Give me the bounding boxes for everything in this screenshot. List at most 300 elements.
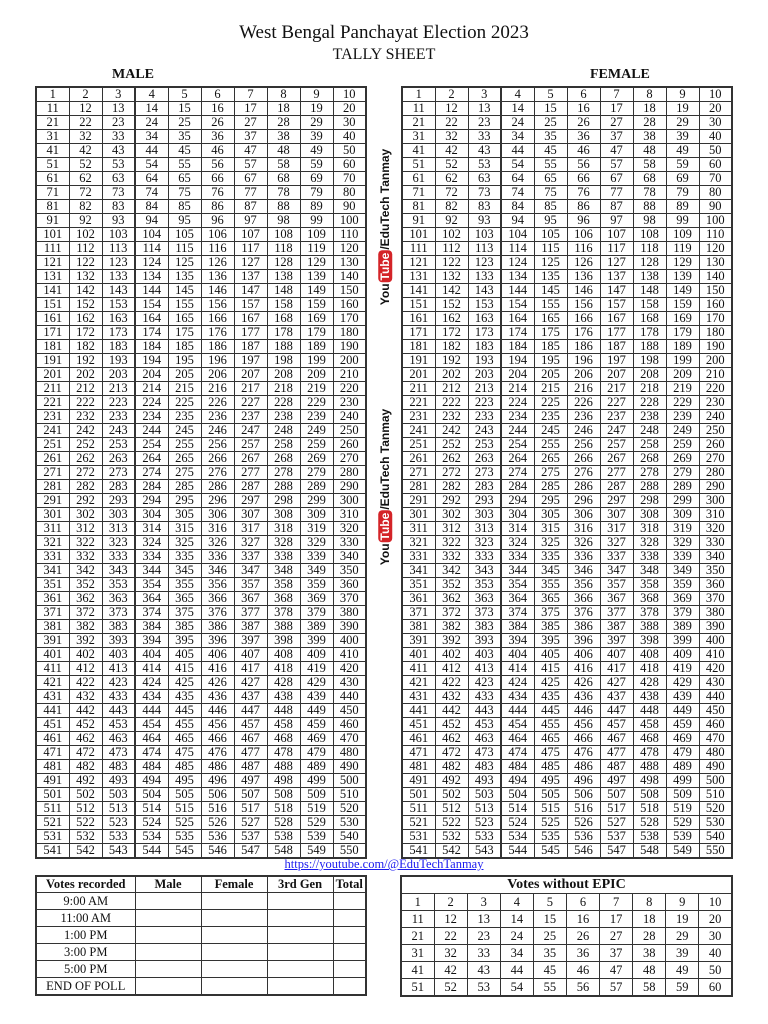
female-tally-cell[interactable]: 63 (468, 172, 501, 186)
female-tally-cell[interactable]: 212 (435, 382, 468, 396)
male-tally-cell[interactable]: 2 (69, 87, 102, 102)
male-tally-cell[interactable]: 60 (333, 158, 366, 172)
female-tally-cell[interactable]: 86 (567, 200, 600, 214)
votes-entry-cell[interactable] (135, 893, 201, 910)
female-tally-cell[interactable]: 51 (402, 158, 435, 172)
male-tally-cell[interactable]: 492 (69, 774, 102, 788)
female-tally-cell[interactable]: 22 (435, 116, 468, 130)
female-tally-cell[interactable]: 103 (468, 228, 501, 242)
female-tally-cell[interactable]: 323 (468, 536, 501, 550)
male-tally-cell[interactable]: 81 (36, 200, 69, 214)
female-tally-cell[interactable]: 317 (600, 522, 633, 536)
female-tally-cell[interactable]: 160 (699, 298, 732, 312)
epic-tally-cell[interactable]: 58 (633, 979, 666, 997)
male-tally-cell[interactable]: 541 (36, 844, 69, 859)
female-tally-cell[interactable]: 443 (468, 704, 501, 718)
female-tally-cell[interactable]: 26 (567, 116, 600, 130)
female-tally-cell[interactable]: 395 (534, 634, 567, 648)
female-tally-cell[interactable]: 113 (468, 242, 501, 256)
female-tally-cell[interactable]: 17 (600, 102, 633, 116)
male-tally-cell[interactable]: 193 (102, 354, 135, 368)
male-tally-cell[interactable]: 336 (201, 550, 234, 564)
male-tally-cell[interactable]: 512 (69, 802, 102, 816)
female-tally-cell[interactable]: 467 (600, 732, 633, 746)
epic-tally-cell[interactable]: 35 (533, 945, 566, 962)
male-tally-cell[interactable]: 268 (267, 452, 300, 466)
male-tally-cell[interactable]: 411 (36, 662, 69, 676)
female-tally-cell[interactable]: 345 (534, 564, 567, 578)
male-tally-cell[interactable]: 490 (333, 760, 366, 774)
female-tally-cell[interactable]: 186 (567, 340, 600, 354)
male-tally-cell[interactable]: 491 (36, 774, 69, 788)
female-tally-cell[interactable]: 357 (600, 578, 633, 592)
female-tally-cell[interactable]: 239 (666, 410, 699, 424)
male-tally-cell[interactable]: 180 (333, 326, 366, 340)
male-tally-cell[interactable]: 177 (234, 326, 267, 340)
male-tally-cell[interactable]: 127 (234, 256, 267, 270)
female-tally-cell[interactable]: 188 (633, 340, 666, 354)
male-tally-cell[interactable]: 483 (102, 760, 135, 774)
male-tally-cell[interactable]: 97 (234, 214, 267, 228)
male-tally-cell[interactable]: 501 (36, 788, 69, 802)
male-tally-cell[interactable]: 348 (267, 564, 300, 578)
male-tally-cell[interactable]: 192 (69, 354, 102, 368)
female-tally-cell[interactable]: 211 (402, 382, 435, 396)
female-tally-cell[interactable]: 462 (435, 732, 468, 746)
female-tally-cell[interactable]: 518 (633, 802, 666, 816)
epic-tally-cell[interactable]: 13 (467, 911, 500, 928)
male-tally-cell[interactable]: 296 (201, 494, 234, 508)
female-tally-cell[interactable]: 248 (633, 424, 666, 438)
male-tally-cell[interactable]: 48 (267, 144, 300, 158)
male-tally-cell[interactable]: 98 (267, 214, 300, 228)
male-tally-cell[interactable]: 440 (333, 690, 366, 704)
male-tally-cell[interactable]: 390 (333, 620, 366, 634)
male-tally-cell[interactable]: 107 (234, 228, 267, 242)
female-tally-cell[interactable]: 453 (468, 718, 501, 732)
female-tally-cell[interactable]: 500 (699, 774, 732, 788)
male-tally-cell[interactable]: 425 (168, 676, 201, 690)
epic-tally-cell[interactable]: 46 (566, 962, 599, 979)
male-tally-cell[interactable]: 185 (168, 340, 201, 354)
female-tally-cell[interactable]: 41 (402, 144, 435, 158)
female-tally-cell[interactable]: 122 (435, 256, 468, 270)
female-tally-cell[interactable]: 142 (435, 284, 468, 298)
female-tally-cell[interactable]: 71 (402, 186, 435, 200)
male-tally-cell[interactable]: 519 (300, 802, 333, 816)
female-tally-cell[interactable]: 114 (501, 242, 534, 256)
female-tally-cell[interactable]: 189 (666, 340, 699, 354)
male-tally-cell[interactable]: 355 (168, 578, 201, 592)
female-tally-cell[interactable]: 493 (468, 774, 501, 788)
female-tally-cell[interactable]: 2 (435, 87, 468, 102)
female-tally-cell[interactable]: 58 (633, 158, 666, 172)
male-tally-cell[interactable]: 391 (36, 634, 69, 648)
female-tally-cell[interactable]: 257 (600, 438, 633, 452)
male-tally-cell[interactable]: 419 (300, 662, 333, 676)
female-tally-cell[interactable]: 475 (534, 746, 567, 760)
female-tally-cell[interactable]: 405 (534, 648, 567, 662)
epic-tally-cell[interactable]: 19 (666, 911, 699, 928)
female-tally-cell[interactable]: 418 (633, 662, 666, 676)
votes-entry-cell[interactable] (333, 978, 366, 996)
male-tally-cell[interactable]: 84 (135, 200, 168, 214)
female-tally-cell[interactable]: 352 (435, 578, 468, 592)
female-tally-cell[interactable]: 497 (600, 774, 633, 788)
female-tally-cell[interactable]: 371 (402, 606, 435, 620)
male-tally-cell[interactable]: 228 (267, 396, 300, 410)
female-tally-cell[interactable]: 200 (699, 354, 732, 368)
female-tally-cell[interactable]: 498 (633, 774, 666, 788)
female-tally-cell[interactable]: 476 (567, 746, 600, 760)
male-tally-cell[interactable]: 446 (201, 704, 234, 718)
female-tally-cell[interactable]: 277 (600, 466, 633, 480)
female-tally-cell[interactable]: 383 (468, 620, 501, 634)
male-tally-cell[interactable]: 533 (102, 830, 135, 844)
female-tally-cell[interactable]: 294 (501, 494, 534, 508)
male-tally-cell[interactable]: 508 (267, 788, 300, 802)
female-tally-cell[interactable]: 68 (633, 172, 666, 186)
female-tally-cell[interactable]: 158 (633, 298, 666, 312)
male-tally-cell[interactable]: 474 (135, 746, 168, 760)
female-tally-cell[interactable]: 264 (501, 452, 534, 466)
female-tally-cell[interactable]: 223 (468, 396, 501, 410)
male-tally-cell[interactable]: 39 (300, 130, 333, 144)
female-tally-cell[interactable]: 108 (633, 228, 666, 242)
male-tally-cell[interactable]: 206 (201, 368, 234, 382)
female-tally-cell[interactable]: 252 (435, 438, 468, 452)
male-tally-cell[interactable]: 233 (102, 410, 135, 424)
female-tally-cell[interactable]: 34 (501, 130, 534, 144)
male-tally-cell[interactable]: 297 (234, 494, 267, 508)
male-tally-cell[interactable]: 224 (135, 396, 168, 410)
epic-tally-cell[interactable]: 34 (500, 945, 533, 962)
female-tally-cell[interactable]: 384 (501, 620, 534, 634)
male-tally-cell[interactable]: 518 (267, 802, 300, 816)
female-tally-cell[interactable]: 304 (501, 508, 534, 522)
male-tally-cell[interactable]: 17 (234, 102, 267, 116)
male-tally-cell[interactable]: 538 (267, 830, 300, 844)
male-tally-cell[interactable]: 121 (36, 256, 69, 270)
male-tally-cell[interactable]: 199 (300, 354, 333, 368)
male-tally-cell[interactable]: 141 (36, 284, 69, 298)
female-tally-cell[interactable]: 31 (402, 130, 435, 144)
male-tally-cell[interactable]: 125 (168, 256, 201, 270)
male-tally-cell[interactable]: 275 (168, 466, 201, 480)
female-tally-cell[interactable]: 261 (402, 452, 435, 466)
male-tally-cell[interactable]: 464 (135, 732, 168, 746)
male-tally-cell[interactable]: 114 (135, 242, 168, 256)
male-tally-cell[interactable]: 241 (36, 424, 69, 438)
female-tally-cell[interactable]: 369 (666, 592, 699, 606)
female-tally-cell[interactable]: 288 (633, 480, 666, 494)
male-tally-cell[interactable]: 431 (36, 690, 69, 704)
male-tally-cell[interactable]: 385 (168, 620, 201, 634)
female-tally-cell[interactable]: 478 (633, 746, 666, 760)
female-tally-cell[interactable]: 388 (633, 620, 666, 634)
male-tally-cell[interactable]: 157 (234, 298, 267, 312)
male-tally-cell[interactable]: 301 (36, 508, 69, 522)
male-tally-cell[interactable]: 30 (333, 116, 366, 130)
male-tally-cell[interactable]: 347 (234, 564, 267, 578)
female-tally-cell[interactable]: 159 (666, 298, 699, 312)
female-tally-cell[interactable]: 180 (699, 326, 732, 340)
male-tally-cell[interactable]: 308 (267, 508, 300, 522)
male-tally-cell[interactable]: 90 (333, 200, 366, 214)
female-tally-cell[interactable]: 265 (534, 452, 567, 466)
male-tally-cell[interactable]: 59 (300, 158, 333, 172)
female-tally-cell[interactable]: 480 (699, 746, 732, 760)
female-tally-cell[interactable]: 95 (534, 214, 567, 228)
female-tally-cell[interactable]: 121 (402, 256, 435, 270)
male-tally-cell[interactable]: 150 (333, 284, 366, 298)
female-tally-cell[interactable]: 432 (435, 690, 468, 704)
male-tally-cell[interactable]: 134 (135, 270, 168, 284)
male-tally-cell[interactable]: 209 (300, 368, 333, 382)
female-tally-cell[interactable]: 174 (501, 326, 534, 340)
female-tally-cell[interactable]: 437 (600, 690, 633, 704)
youtube-link[interactable]: https://youtube.com/@EduTechTanmay (284, 857, 484, 871)
male-tally-cell[interactable]: 276 (201, 466, 234, 480)
male-tally-cell[interactable]: 33 (102, 130, 135, 144)
female-tally-cell[interactable]: 408 (633, 648, 666, 662)
female-tally-cell[interactable]: 381 (402, 620, 435, 634)
female-tally-cell[interactable]: 163 (468, 312, 501, 326)
male-tally-cell[interactable]: 261 (36, 452, 69, 466)
female-tally-cell[interactable]: 242 (435, 424, 468, 438)
female-tally-cell[interactable]: 446 (567, 704, 600, 718)
female-tally-cell[interactable]: 513 (468, 802, 501, 816)
male-tally-cell[interactable]: 424 (135, 676, 168, 690)
male-tally-cell[interactable]: 96 (201, 214, 234, 228)
male-tally-cell[interactable]: 148 (267, 284, 300, 298)
female-tally-cell[interactable]: 185 (534, 340, 567, 354)
female-tally-cell[interactable]: 39 (666, 130, 699, 144)
female-tally-cell[interactable]: 299 (666, 494, 699, 508)
male-tally-cell[interactable]: 475 (168, 746, 201, 760)
male-tally-cell[interactable]: 100 (333, 214, 366, 228)
female-tally-cell[interactable]: 298 (633, 494, 666, 508)
female-tally-cell[interactable]: 83 (468, 200, 501, 214)
female-tally-cell[interactable]: 129 (666, 256, 699, 270)
female-tally-cell[interactable]: 539 (666, 830, 699, 844)
male-tally-cell[interactable]: 188 (267, 340, 300, 354)
male-tally-cell[interactable]: 511 (36, 802, 69, 816)
female-tally-cell[interactable]: 353 (468, 578, 501, 592)
male-tally-cell[interactable]: 521 (36, 816, 69, 830)
male-tally-cell[interactable]: 24 (135, 116, 168, 130)
male-tally-cell[interactable]: 304 (135, 508, 168, 522)
female-tally-cell[interactable]: 515 (534, 802, 567, 816)
male-tally-cell[interactable]: 329 (300, 536, 333, 550)
male-tally-cell[interactable]: 281 (36, 480, 69, 494)
female-tally-cell[interactable]: 67 (600, 172, 633, 186)
female-tally-cell[interactable]: 396 (567, 634, 600, 648)
male-tally-cell[interactable]: 417 (234, 662, 267, 676)
epic-tally-cell[interactable]: 28 (633, 928, 666, 945)
male-tally-cell[interactable]: 10 (333, 87, 366, 102)
female-tally-cell[interactable]: 363 (468, 592, 501, 606)
female-tally-cell[interactable]: 278 (633, 466, 666, 480)
female-tally-cell[interactable]: 236 (567, 410, 600, 424)
female-tally-cell[interactable]: 442 (435, 704, 468, 718)
male-tally-cell[interactable]: 382 (69, 620, 102, 634)
female-tally-cell[interactable]: 240 (699, 410, 732, 424)
female-tally-cell[interactable]: 346 (567, 564, 600, 578)
male-tally-cell[interactable]: 422 (69, 676, 102, 690)
male-tally-cell[interactable]: 505 (168, 788, 201, 802)
male-tally-cell[interactable]: 272 (69, 466, 102, 480)
female-tally-cell[interactable]: 132 (435, 270, 468, 284)
female-tally-cell[interactable]: 360 (699, 578, 732, 592)
male-tally-cell[interactable]: 375 (168, 606, 201, 620)
female-tally-cell[interactable]: 411 (402, 662, 435, 676)
male-tally-cell[interactable]: 264 (135, 452, 168, 466)
female-tally-cell[interactable]: 494 (501, 774, 534, 788)
male-tally-cell[interactable]: 160 (333, 298, 366, 312)
male-tally-cell[interactable]: 299 (300, 494, 333, 508)
male-tally-cell[interactable]: 231 (36, 410, 69, 424)
female-tally-cell[interactable]: 522 (435, 816, 468, 830)
male-tally-cell[interactable]: 445 (168, 704, 201, 718)
female-tally-cell[interactable]: 547 (600, 844, 633, 859)
female-tally-cell[interactable]: 507 (600, 788, 633, 802)
male-tally-cell[interactable]: 179 (300, 326, 333, 340)
male-tally-cell[interactable]: 208 (267, 368, 300, 382)
male-tally-cell[interactable]: 166 (201, 312, 234, 326)
female-tally-cell[interactable]: 172 (435, 326, 468, 340)
male-tally-cell[interactable]: 222 (69, 396, 102, 410)
female-tally-cell[interactable]: 423 (468, 676, 501, 690)
female-tally-cell[interactable]: 219 (666, 382, 699, 396)
male-tally-cell[interactable]: 341 (36, 564, 69, 578)
female-tally-cell[interactable]: 416 (567, 662, 600, 676)
female-tally-cell[interactable]: 216 (567, 382, 600, 396)
votes-entry-cell[interactable] (333, 910, 366, 927)
male-tally-cell[interactable]: 58 (267, 158, 300, 172)
female-tally-cell[interactable]: 154 (501, 298, 534, 312)
female-tally-cell[interactable]: 259 (666, 438, 699, 452)
female-tally-cell[interactable]: 5 (534, 87, 567, 102)
female-tally-cell[interactable]: 527 (600, 816, 633, 830)
female-tally-cell[interactable]: 25 (534, 116, 567, 130)
male-tally-cell[interactable]: 94 (135, 214, 168, 228)
female-tally-cell[interactable]: 424 (501, 676, 534, 690)
male-tally-cell[interactable]: 406 (201, 648, 234, 662)
female-tally-cell[interactable]: 482 (435, 760, 468, 774)
female-tally-cell[interactable]: 449 (666, 704, 699, 718)
female-tally-cell[interactable]: 508 (633, 788, 666, 802)
female-tally-cell[interactable]: 438 (633, 690, 666, 704)
votes-entry-cell[interactable] (201, 961, 267, 978)
female-tally-cell[interactable]: 297 (600, 494, 633, 508)
male-tally-cell[interactable]: 487 (234, 760, 267, 774)
male-tally-cell[interactable]: 15 (168, 102, 201, 116)
female-tally-cell[interactable]: 197 (600, 354, 633, 368)
male-tally-cell[interactable]: 235 (168, 410, 201, 424)
male-tally-cell[interactable]: 472 (69, 746, 102, 760)
female-tally-cell[interactable]: 397 (600, 634, 633, 648)
female-tally-cell[interactable]: 492 (435, 774, 468, 788)
male-tally-cell[interactable]: 539 (300, 830, 333, 844)
female-tally-cell[interactable]: 324 (501, 536, 534, 550)
female-tally-cell[interactable]: 87 (600, 200, 633, 214)
male-tally-cell[interactable]: 13 (102, 102, 135, 116)
male-tally-cell[interactable]: 239 (300, 410, 333, 424)
female-tally-cell[interactable]: 52 (435, 158, 468, 172)
female-tally-cell[interactable]: 349 (666, 564, 699, 578)
male-tally-cell[interactable]: 85 (168, 200, 201, 214)
male-tally-cell[interactable]: 93 (102, 214, 135, 228)
male-tally-cell[interactable]: 322 (69, 536, 102, 550)
male-tally-cell[interactable]: 310 (333, 508, 366, 522)
female-tally-cell[interactable]: 47 (600, 144, 633, 158)
female-tally-cell[interactable]: 296 (567, 494, 600, 508)
male-tally-cell[interactable]: 410 (333, 648, 366, 662)
male-tally-cell[interactable]: 513 (102, 802, 135, 816)
female-tally-cell[interactable]: 436 (567, 690, 600, 704)
votes-entry-cell[interactable] (201, 927, 267, 944)
female-tally-cell[interactable]: 537 (600, 830, 633, 844)
epic-tally-cell[interactable]: 52 (434, 979, 467, 997)
male-tally-cell[interactable]: 332 (69, 550, 102, 564)
male-tally-cell[interactable]: 32 (69, 130, 102, 144)
male-tally-cell[interactable]: 64 (135, 172, 168, 186)
female-tally-cell[interactable]: 483 (468, 760, 501, 774)
female-tally-cell[interactable]: 305 (534, 508, 567, 522)
female-tally-cell[interactable]: 36 (567, 130, 600, 144)
female-tally-cell[interactable]: 382 (435, 620, 468, 634)
male-tally-cell[interactable]: 517 (234, 802, 267, 816)
epic-tally-cell[interactable]: 48 (633, 962, 666, 979)
epic-tally-cell[interactable]: 57 (600, 979, 633, 997)
male-tally-cell[interactable]: 318 (267, 522, 300, 536)
male-tally-cell[interactable]: 38 (267, 130, 300, 144)
female-tally-cell[interactable]: 65 (534, 172, 567, 186)
female-tally-cell[interactable]: 45 (534, 144, 567, 158)
female-tally-cell[interactable]: 283 (468, 480, 501, 494)
male-tally-cell[interactable]: 532 (69, 830, 102, 844)
female-tally-cell[interactable]: 27 (600, 116, 633, 130)
female-tally-cell[interactable]: 295 (534, 494, 567, 508)
epic-tally-cell[interactable]: 55 (533, 979, 566, 997)
female-tally-cell[interactable]: 60 (699, 158, 732, 172)
male-tally-cell[interactable]: 450 (333, 704, 366, 718)
male-tally-cell[interactable]: 87 (234, 200, 267, 214)
female-tally-cell[interactable]: 365 (534, 592, 567, 606)
votes-entry-cell[interactable] (135, 910, 201, 927)
female-tally-cell[interactable]: 452 (435, 718, 468, 732)
female-tally-cell[interactable]: 20 (699, 102, 732, 116)
male-tally-cell[interactable]: 345 (168, 564, 201, 578)
female-tally-cell[interactable]: 9 (666, 87, 699, 102)
female-tally-cell[interactable]: 215 (534, 382, 567, 396)
female-tally-cell[interactable]: 127 (600, 256, 633, 270)
male-tally-cell[interactable]: 403 (102, 648, 135, 662)
female-tally-cell[interactable]: 292 (435, 494, 468, 508)
male-tally-cell[interactable]: 365 (168, 592, 201, 606)
male-tally-cell[interactable]: 331 (36, 550, 69, 564)
male-tally-cell[interactable]: 470 (333, 732, 366, 746)
female-tally-cell[interactable]: 320 (699, 522, 732, 536)
male-tally-cell[interactable]: 170 (333, 312, 366, 326)
male-tally-cell[interactable]: 343 (102, 564, 135, 578)
male-tally-cell[interactable]: 226 (201, 396, 234, 410)
female-tally-cell[interactable]: 491 (402, 774, 435, 788)
male-tally-cell[interactable]: 291 (36, 494, 69, 508)
male-tally-cell[interactable]: 356 (201, 578, 234, 592)
votes-entry-cell[interactable] (201, 978, 267, 996)
